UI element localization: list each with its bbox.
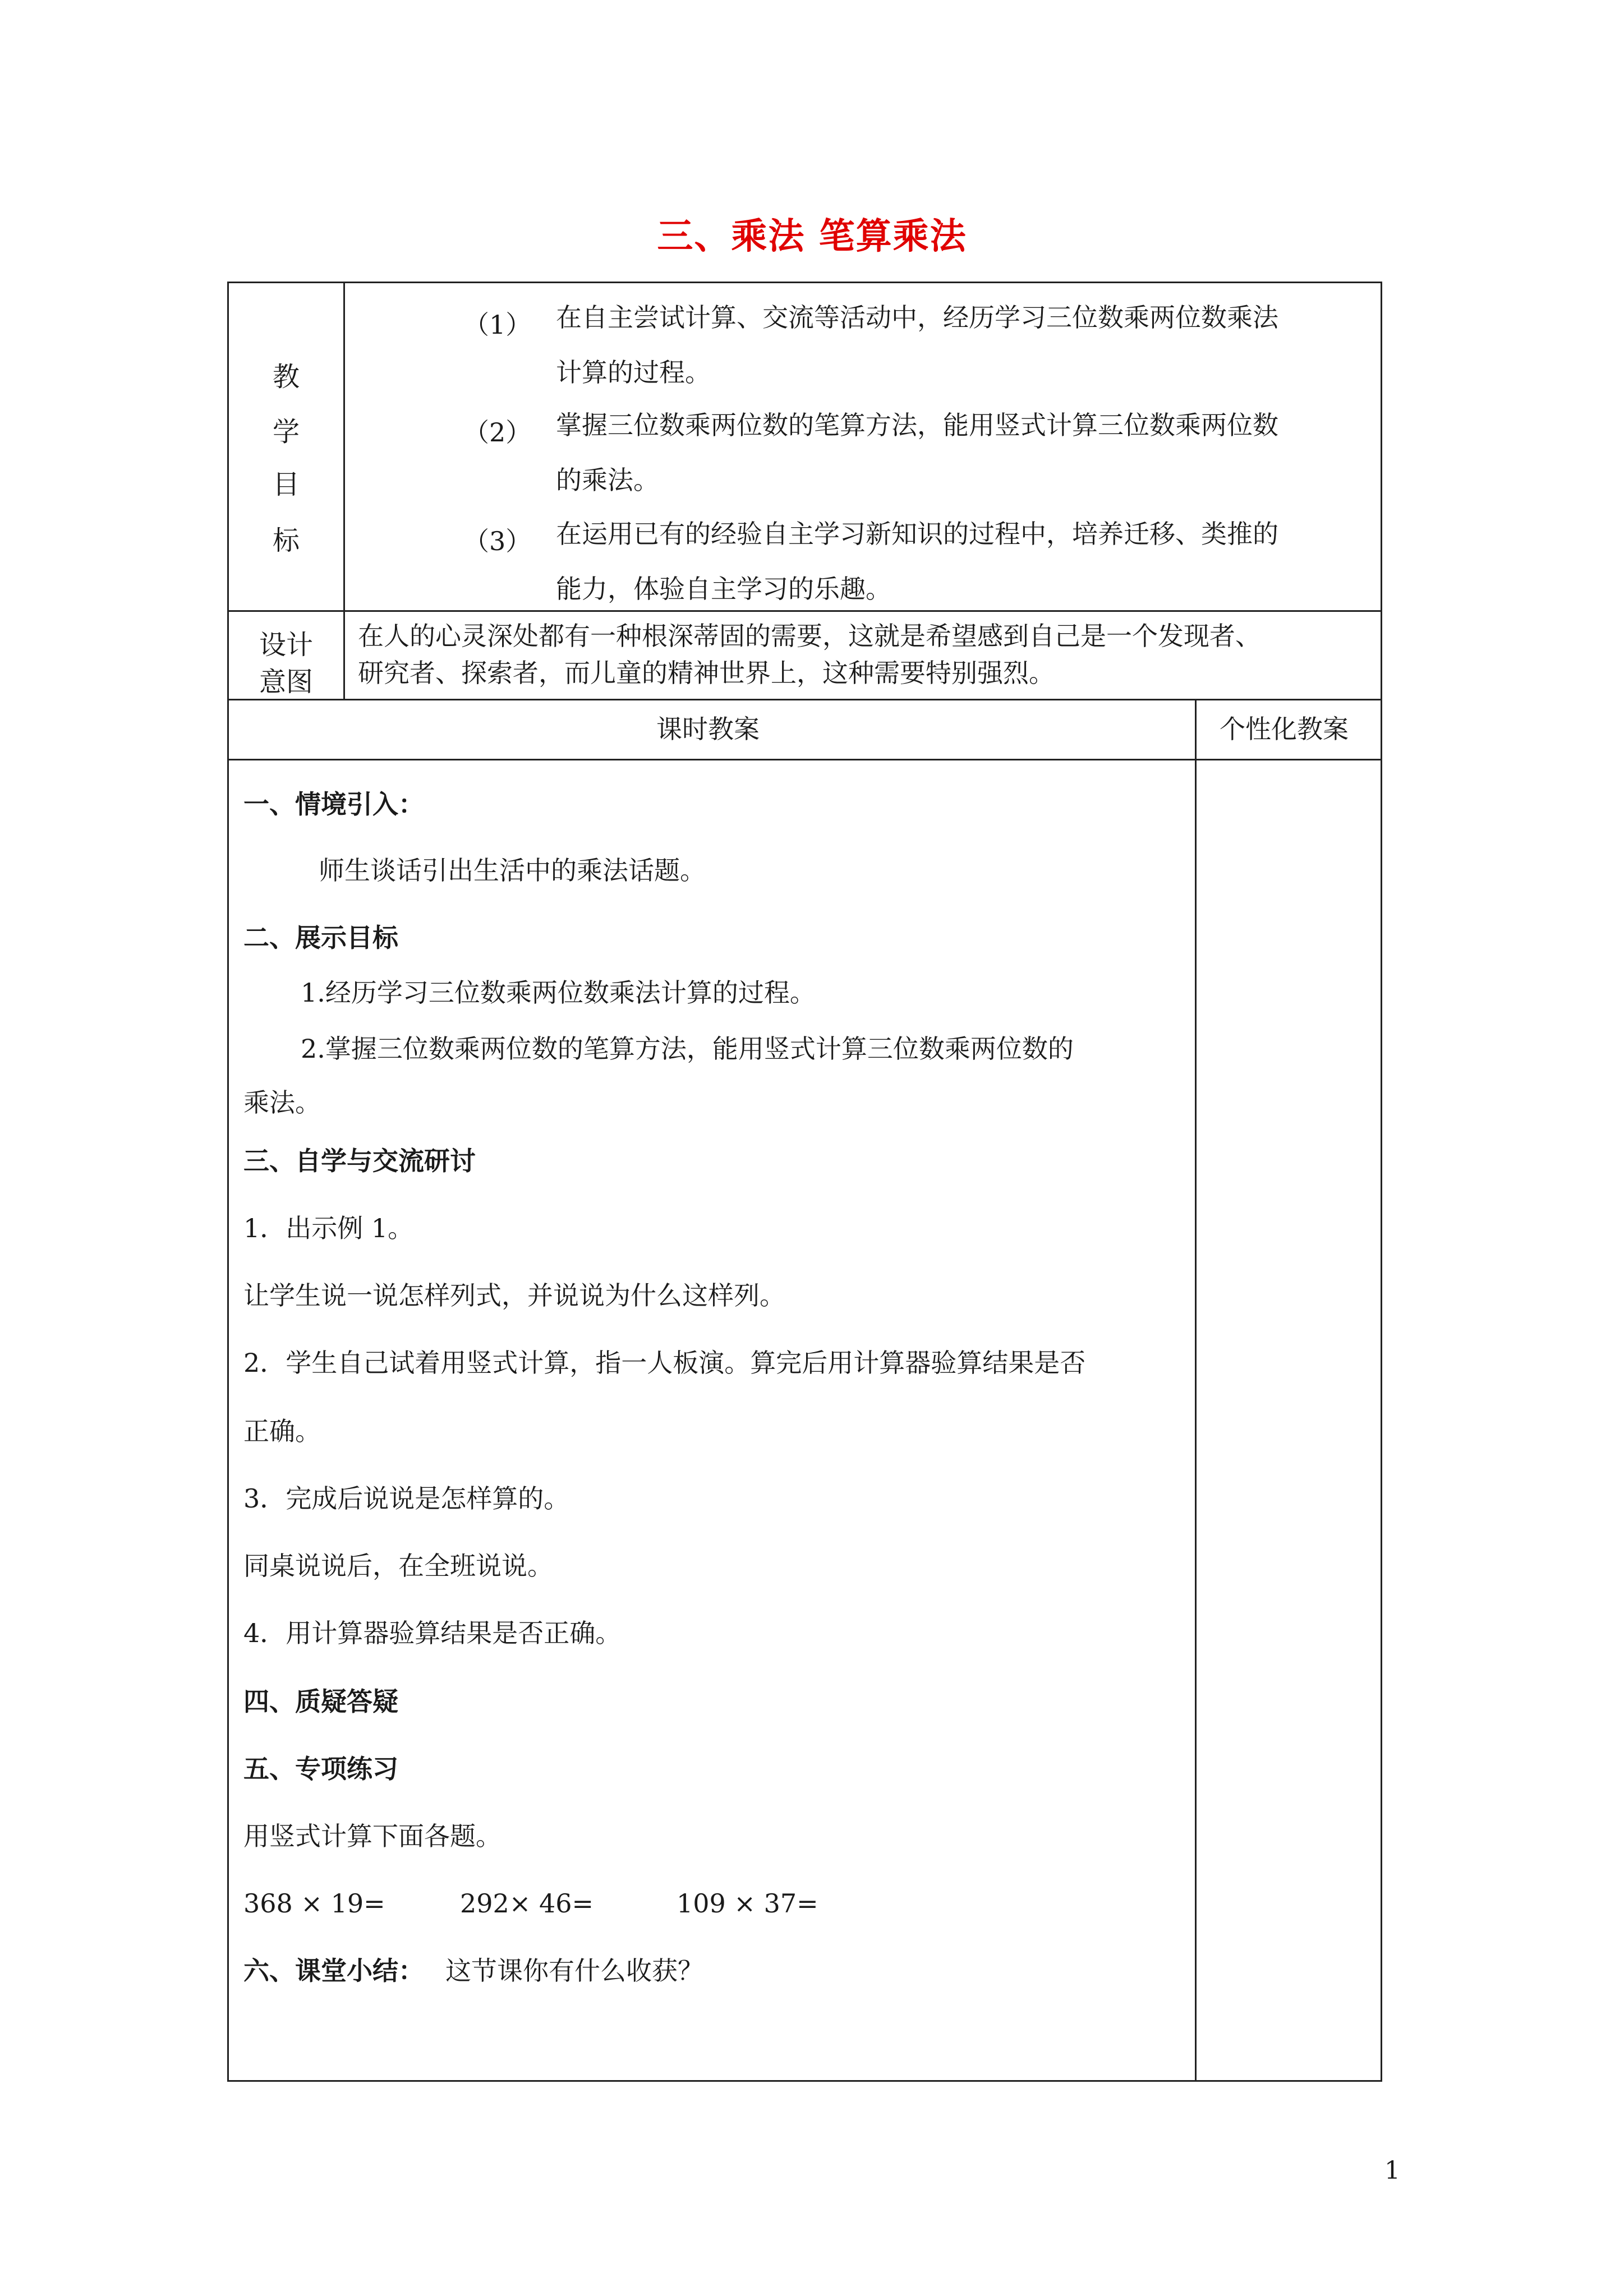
- section-text: 乘法。: [243, 1087, 321, 1118]
- label-column-divider: [343, 283, 345, 699]
- objective-text: 在自主尝试计算、交流等活动中，经历学习三位数乘两位数乘法: [556, 302, 1278, 333]
- lesson-plan-table: [227, 282, 1382, 2082]
- exercise-item: 109 × 37=: [677, 1888, 818, 1919]
- section-heading: 五、专项练习: [243, 1754, 398, 1784]
- section-heading: 六、课堂小结：: [243, 1956, 424, 1986]
- exercise-item: 368 × 19=: [243, 1888, 385, 1919]
- section-text: 2．学生自己试着用竖式计算，指一人板演。算完后用计算器验算结果是否: [243, 1348, 1086, 1378]
- design-text: 研究者、探索者，而儿童的精神世界上，这种需要特别强烈。: [358, 658, 1055, 688]
- section-text: 2.掌握三位数乘两位数的笔算方法，能用竖式计算三位数乘两位数的: [301, 1034, 1074, 1064]
- side-column-divider: [1195, 699, 1197, 2080]
- section-text: 1.经历学习三位数乘两位数乘法计算的过程。: [301, 978, 816, 1008]
- objective-text: 计算的过程。: [556, 357, 711, 388]
- section-text: 让学生说一说怎样列式，并说说为什么这样列。: [243, 1280, 785, 1311]
- section-text: 4．用计算器验算结果是否正确。: [243, 1618, 622, 1648]
- objectives-label-char: 学: [272, 416, 300, 448]
- section-text: 这节课你有什么收获？: [445, 1956, 703, 1986]
- document-title: 三、乘法 笔算乘法: [657, 216, 967, 257]
- objectives-label-char: 标: [272, 525, 300, 556]
- section-text: 1．出示例 1。: [243, 1213, 414, 1243]
- objectives-label-char: 目: [272, 469, 300, 500]
- objective-number: （1）: [463, 310, 532, 340]
- objective-text: 能力，体验自主学习的乐趣。: [556, 574, 891, 604]
- section-text: 正确。: [243, 1416, 321, 1446]
- section-heading: 三、自学与交流研讨: [243, 1146, 476, 1176]
- side-column-header: 个性化教案: [1220, 714, 1349, 744]
- objective-number: （2）: [463, 417, 532, 448]
- section-text: 3．完成后说说是怎样算的。: [243, 1483, 570, 1514]
- objectives-label-char: 教: [272, 361, 300, 393]
- exercise-item: 292× 46=: [460, 1888, 594, 1919]
- section-heading: 四、质疑答疑: [243, 1686, 398, 1717]
- main-column-header: 课时教案: [656, 714, 760, 744]
- objective-text: 掌握三位数乘两位数的笔算方法，能用竖式计算三位数乘两位数: [556, 410, 1278, 440]
- section-heading: 一、情境引入：: [243, 789, 424, 819]
- section-text: 师生谈话引出生活中的乘法话题。: [319, 855, 706, 886]
- objective-text: 在运用已有的经验自主学习新知识的过程中，培养迁移、类推的: [556, 519, 1278, 549]
- section-text: 用竖式计算下面各题。: [243, 1821, 502, 1851]
- row-divider: [229, 610, 1381, 612]
- row-divider: [229, 699, 1381, 700]
- section-heading: 二、展示目标: [243, 923, 398, 953]
- row-divider: [229, 759, 1381, 760]
- objective-number: （3）: [463, 526, 532, 556]
- design-text: 在人的心灵深处都有一种根深蒂固的需要，这就是希望感到自己是一个发现者、: [358, 621, 1261, 651]
- objective-text: 的乘法。: [556, 465, 659, 495]
- section-text: 同桌说说后，在全班说说。: [243, 1551, 553, 1581]
- design-label: 设计: [259, 629, 313, 661]
- design-label: 意图: [259, 666, 313, 698]
- page-number: 1: [1384, 2156, 1400, 2185]
